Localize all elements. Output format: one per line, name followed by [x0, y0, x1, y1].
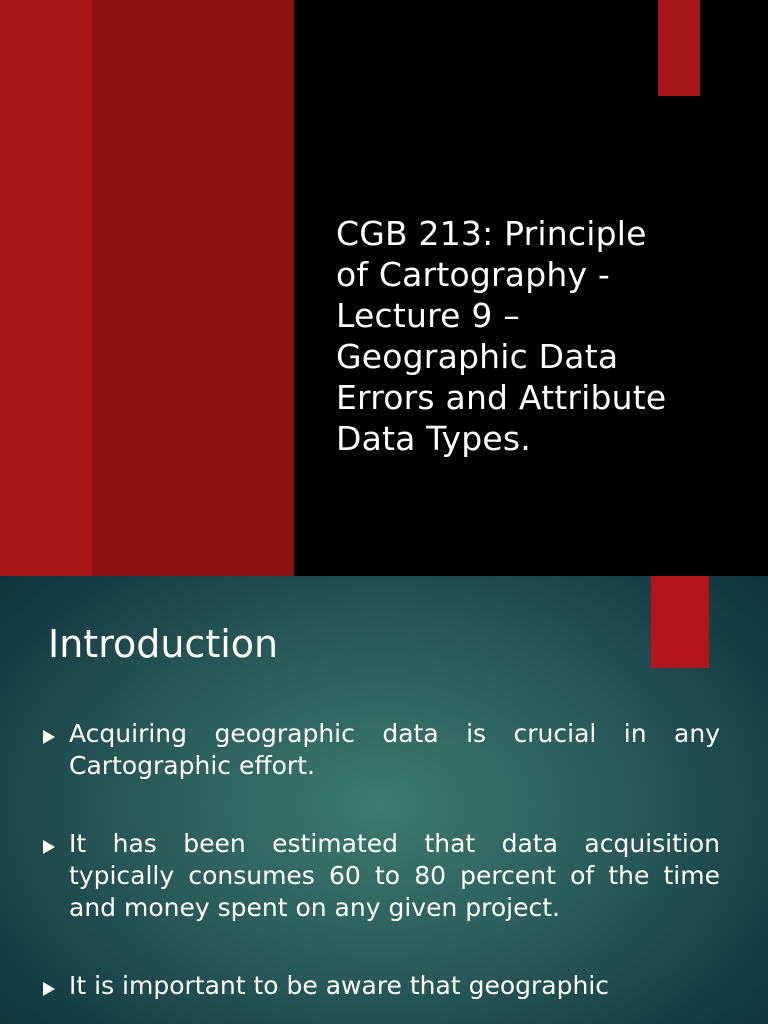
bullet-text: Acquiring geographic data is crucial in any Cartographic effort.: [69, 719, 720, 780]
red-side-band: [0, 0, 92, 576]
triangle-bullet-icon: [43, 730, 55, 744]
introduction-slide: [0, 576, 768, 1024]
triangle-bullet-icon: [43, 982, 55, 996]
red-accent-tab: [651, 576, 709, 668]
bullet-text: It is important to be aware that geographic: [69, 971, 610, 1000]
bullet-list: [40, 718, 720, 1024]
red-accent-tab: [658, 0, 700, 96]
bullet-item: [40, 828, 720, 924]
slide-heading: Introduction: [48, 622, 279, 666]
slide-title: CGB 213: Principle of Cartography - Lecture 9 – Geographic Data Errors and Attribute Data Types.: [336, 214, 667, 458]
bullet-item: [40, 970, 720, 1002]
dark-red-side-band: [92, 0, 294, 576]
bullet-item: [40, 718, 720, 782]
bullet-text: It has been estimated that data acquisition typically consumes 60 to 80 percent of the time and money spent on any given project.: [69, 829, 720, 922]
triangle-bullet-icon: [43, 840, 55, 854]
